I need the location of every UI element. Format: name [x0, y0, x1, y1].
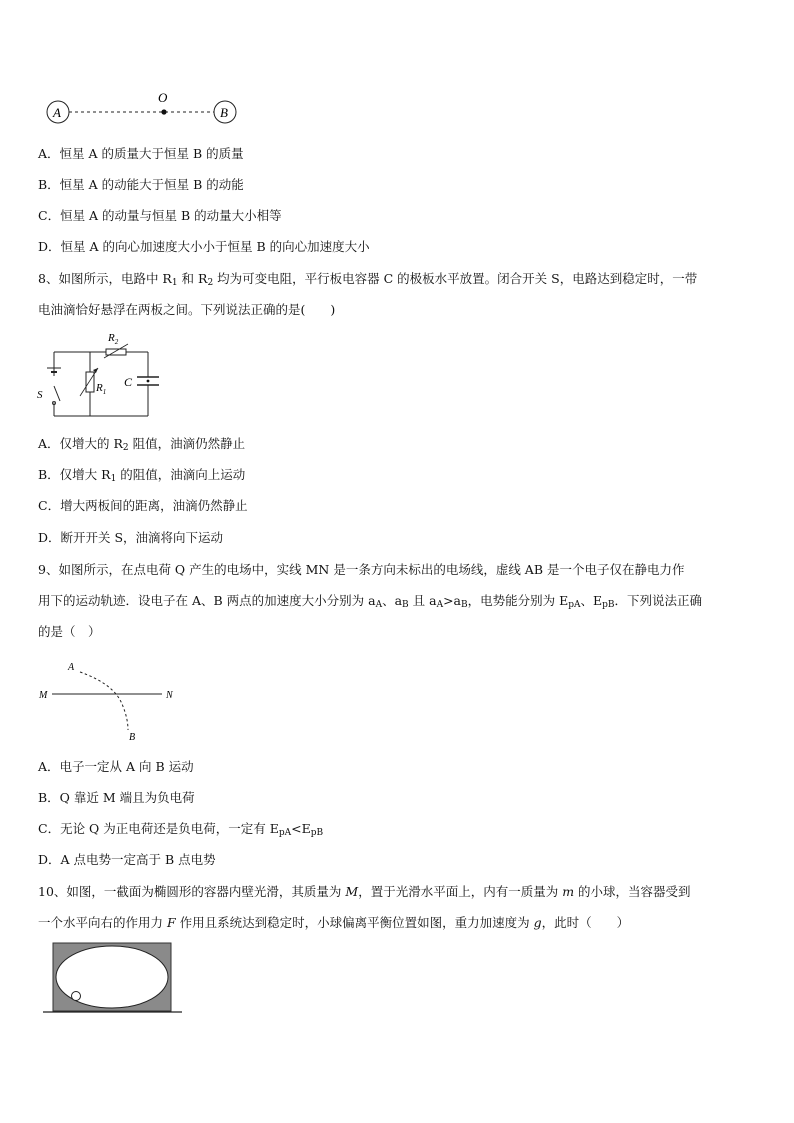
q9-option-a: A．电子一定从 A 向 B 运动	[38, 759, 194, 774]
resistor-r1	[86, 372, 94, 392]
star-b-label: B	[220, 105, 228, 120]
q7-option-a: A．恒星 A 的质量大于恒星 B 的质量	[38, 146, 244, 161]
q8-stem-line2: 电油滴恰好悬浮在两板之间。下列说法正确的是( )	[38, 302, 336, 317]
q8-option-c: C．增大两板间的距离，油滴仍然静止	[38, 498, 248, 513]
q8-option-a: A．仅增大的 $R_2$ 阻值，油滴仍然静止	[38, 436, 246, 453]
field-line-figure	[36, 656, 186, 742]
electron-trajectory	[80, 672, 128, 730]
center-o-label: O	[158, 90, 168, 105]
q9-option-d: D．A 点电势一定高于 B 点电势	[38, 852, 216, 867]
center-o-dot	[161, 109, 166, 114]
small-ball	[72, 992, 81, 1001]
q9-option-c: C．无论 Q 为正电荷还是负电荷，一定有 $E_{pA}<E_{pB}$	[38, 821, 324, 838]
resistor-r2	[106, 349, 126, 355]
q10-stem-line1: 10、如图，一截面为椭圆形的容器内壁光滑，其质量为 M，置于光滑水平面上，内有一质量为 m 的小球，当容器受到	[38, 884, 691, 899]
q9-option-b: B．Q 靠近 M 端且为负电荷	[38, 790, 195, 805]
q9-stem-line1: 9、如图所示，在点电荷 Q 产生的电场中，实线 MN 是一条方向未标出的电场线，虚线 AB 是一个电子仅在静电力作	[38, 562, 685, 577]
point-a-label: A	[68, 662, 75, 673]
switch-label: S	[37, 389, 43, 401]
q7-option-b: B．恒星 A 的动能大于恒星 B 的动能	[38, 177, 244, 192]
resistor-r2-label: $R_2$	[108, 332, 119, 346]
ellipse-container-figure	[40, 940, 190, 1016]
q7-option-d: D．恒星 A 的向心加速度大小小于恒星 B 的向心加速度大小	[38, 239, 370, 254]
capacitor-label: C	[124, 375, 133, 389]
resistor-r1-label: $R_1$	[96, 382, 107, 396]
q8-stem-line1: 8、如图所示，电路中 $R_1$ 和 $R_2$ 均为可变电阻，平行板电容器 C 的极板水平放置。闭合开关 S，电路达到稳定时，一带	[38, 271, 698, 288]
q8-option-d: D．断开开关 S，油滴将向下运动	[38, 530, 224, 545]
q8-option-b: B．仅增大 $R_1$ 的阻值，油滴向上运动	[38, 467, 246, 484]
star-a-label: A	[53, 105, 61, 120]
point-m-label: M	[39, 690, 48, 701]
circuit-figure	[34, 328, 174, 422]
q10-stem-line2: 一个水平向右的作用力 F 作用且系统达到稳定时，小球偏离平衡位置如图，重力加速度为 g，此时（ ）	[38, 915, 630, 930]
point-n-label: N	[166, 690, 173, 701]
switch-symbol	[54, 386, 60, 401]
oil-drop	[147, 380, 150, 383]
q7-option-c: C．恒星 A 的动量与恒星 B 的动量大小相等	[38, 208, 282, 223]
binary-star-figure	[40, 90, 250, 130]
q9-stem-line2: 用下的运动轨迹．设电子在 A、B 两点的加速度大小分别为 $a_A$、$a_B$ 且 $a_A>a_B$，电势能分别为 $E_{pA}$、$E_{pB}$．下列说法正确	[38, 593, 703, 610]
q9-stem-line3: 的是（ ）	[38, 624, 101, 639]
point-b-label: B	[129, 732, 136, 742]
